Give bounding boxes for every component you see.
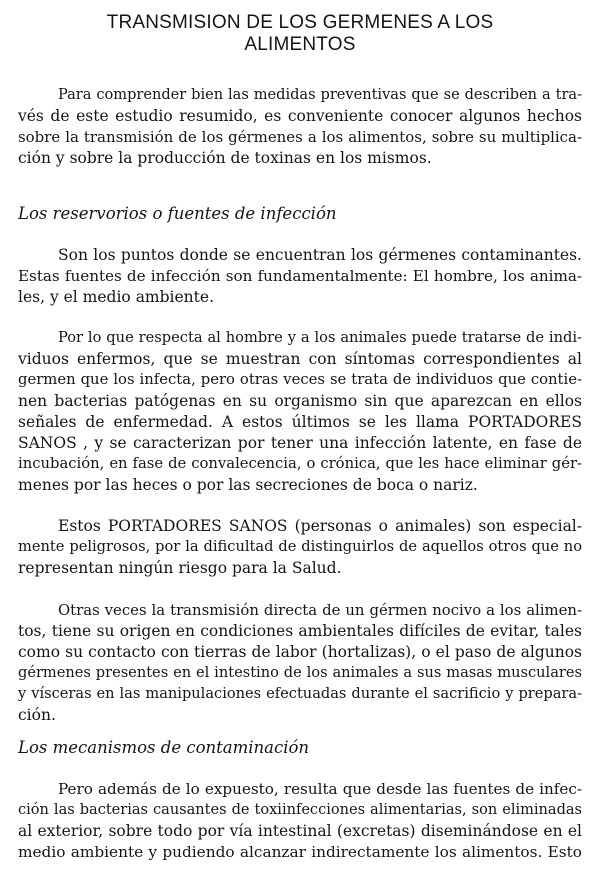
- paragraph-3-line-5: señales de enfermedad. A estos últimos se les llama PORTADORES: [18, 413, 582, 431]
- paragraph-4-line-3: representan ningún riesgo para la Salud.: [18, 559, 342, 577]
- paragraph-6-line-2: ción las bacterias causantes de toxiinfecciones alimentarias, son eliminadas: [18, 802, 582, 818]
- paragraph-5-line-1: Otras veces la transmisión directa de un gérmen nocivo a los alimen-: [58, 601, 582, 619]
- paragraph-1-line-1: Para comprender bien las medidas preventivas que se describen a tra-: [58, 86, 582, 103]
- paragraph-2-line-1: Son los puntos donde se encuentran los gérmenes contaminantes.: [58, 246, 582, 264]
- paragraph-4-line-2: mente peligrosos, por la dificultad de distinguirlos de aquellos otros que no: [18, 538, 582, 555]
- page-title: [0, 12, 600, 56]
- paragraph-1-line-3: sobre la transmisión de los gérmenes a los alimentos, sobre su multiplica-: [18, 128, 582, 146]
- paragraph-3-line-7: incubación, en fase de convalecencia, o crónica, que les hace eliminar gér-: [18, 455, 582, 472]
- paragraph-2-line-3: les, y el medio ambiente.: [18, 288, 214, 306]
- paragraph-3-line-6: SANOS , y se caracterizan por tener una infección latente, en fase de: [18, 434, 582, 452]
- paragraph-5-line-4: gérmenes presentes en el intestino de los animales a sus masas musculares: [18, 664, 582, 681]
- paragraph-1-line-2: vés de este estudio resumido, es conveniente conocer algunos hechos: [18, 107, 582, 125]
- paragraph-3-line-3: germen que los infecta, pero otras veces se trata de individuos que contie-: [18, 371, 582, 388]
- paragraph-5-line-6: ción.: [18, 706, 56, 724]
- paragraph-2-line-2: Estas fuentes de infección son fundamentalmente: El hombre, los anima-: [18, 267, 582, 285]
- paragraph-4-line-1: Estos PORTADORES SANOS (personas o animales) son especial-: [58, 517, 582, 535]
- paragraph-3-line-2: viduos enfermos, que se muestran con síntomas correspondientes al: [18, 350, 582, 368]
- paragraph-3-line-8: menes por las heces o por las secreciones de boca o nariz.: [18, 476, 478, 494]
- paragraph-5-line-3: como su contacto con tierras de labor (hortalizas), o el paso de algunos: [18, 643, 582, 661]
- paragraph-6-line-4: medio ambiente y pudiendo alcanzar indirectamente los alimentos. Esto: [18, 843, 582, 861]
- paragraph-6-line-3: al exterior, sobre todo por vía intestinal (excretas) diseminándose en el: [18, 822, 582, 840]
- section-heading-reservorios: Los reservorios o fuentes de infección: [18, 204, 337, 223]
- paragraph-5-line-2: tos, tiene su origen en condiciones ambientales difíciles de evitar, tales: [18, 622, 582, 640]
- title-line-1: TRANSMISION DE LOS GERMENES A LOS: [106, 12, 494, 33]
- paragraph-3-line-1: Por lo que respecta al hombre y a los animales puede tratarse de indi-: [58, 329, 582, 346]
- paragraph-3-line-4: nen bacterias patógenas en su organismo sin que aparezcan en ellos: [18, 392, 582, 410]
- paragraph-1-line-4: ción y sobre la producción de toxinas en los mismos.: [18, 149, 432, 167]
- paragraph-6-line-1: Pero además de lo expuesto, resulta que desde las fuentes de infec-: [58, 780, 582, 798]
- title-line-2: ALIMENTOS: [244, 34, 356, 55]
- section-heading-mecanismos: Los mecanismos de contaminación: [18, 738, 310, 757]
- paragraph-5-line-5: y vísceras en las manipulaciones efectuadas durante el sacrificio y prepara-: [18, 685, 582, 702]
